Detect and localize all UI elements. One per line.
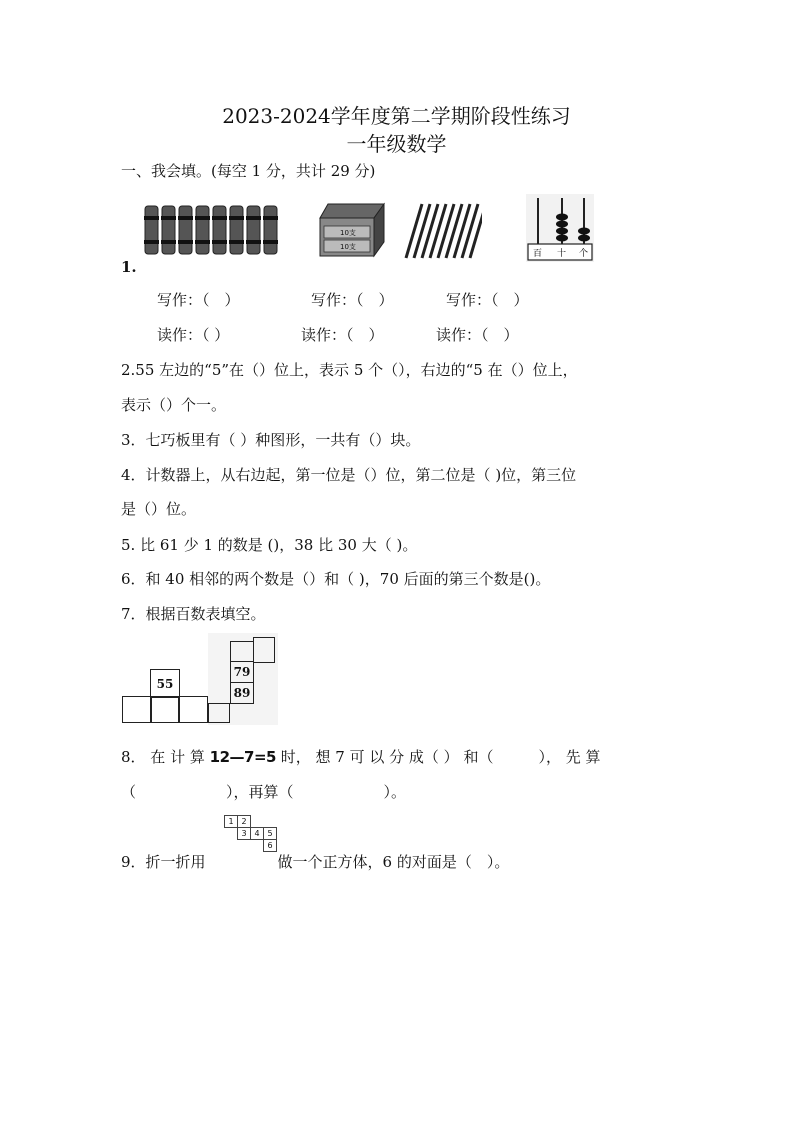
stick-box-image [318,196,390,260]
loose-stick [446,204,462,258]
q1-write-1: 写作：（ ） [157,291,240,309]
grid-cell [208,703,230,723]
box-label-bottom: 10支 [340,243,356,251]
grid-cell-79: 79 [230,661,254,683]
loose-stick [414,204,430,258]
abacus-bead [578,228,590,235]
q6-text: 6．和 40 相邻的两个数是（）和（ )，70 后面的第三个数是()。 [121,570,551,588]
bundle-tie [246,216,261,220]
loose-stick [422,204,438,258]
page-title: 2023-2024学年度第二学期阶段性练习 [222,104,571,128]
q9-suffix: 做一个正方体，6 的对面是（ ）。 [277,853,510,871]
hundred-chart-fragment-1 [122,669,212,723]
bundle-tie [212,216,227,220]
q8-line2: （ ），再算（ ）。 [121,783,407,801]
stick-bundle [247,206,260,254]
q1-read-3: 读作：（ ） [436,326,519,344]
q1-read-2: 读作：（ ） [301,326,384,344]
net-face-2: 2 [237,815,251,828]
bundle-tie [263,240,278,244]
loose-stick [430,204,446,258]
abacus-bead [556,228,568,235]
q8-line1 [121,746,600,767]
net-face-5: 5 [263,827,277,840]
grid-cell [253,637,275,663]
abacus-image [524,192,596,264]
q5-text: 5. 比 61 少 1 的数是 ()，38 比 30 大（ )。 [121,536,418,554]
stick-bundle [230,206,243,254]
net-face-6: 6 [263,839,277,852]
q7-text: 7．根据百数表填空。 [121,605,266,623]
stick-bundle [213,206,226,254]
grid-cell [150,696,180,723]
bundle-tie [229,216,244,220]
bundle-tie [161,216,176,220]
bundle-tie [195,216,210,220]
grid-cell [122,696,152,723]
abacus-label-tens: 十 [557,249,567,259]
q9-prefix: 9．折一折用 [121,853,206,871]
abacus-label-ones: 个 [579,249,589,259]
bundle-tie [212,240,227,244]
bundle-tie [263,216,278,220]
bundle-tie [144,216,159,220]
bundle-tie [246,240,261,244]
stick-bundle [196,206,209,254]
bundle-tie [161,240,176,244]
abacus-bead [556,235,568,242]
abacus-bead [556,221,568,228]
q3-text: 3．七巧板里有（ ）种图形，一共有（）块。 [121,431,421,449]
q9-line [121,851,509,872]
net-face-3: 3 [237,827,251,840]
grid-cell [178,696,208,723]
box-label-top: 10支 [340,229,356,237]
grid-cell-89: 89 [230,682,254,704]
loose-sticks-image [400,200,482,260]
q1-write-3: 写作：（ ） [446,291,529,309]
net-face-4: 4 [250,827,264,840]
loose-stick [406,204,422,258]
stick-bundle [145,206,158,254]
q4-line2: 是（）位。 [121,500,197,518]
section-heading: 一、我会填。(每空 1 分，共计 29 分) [121,162,376,180]
grid-cell [230,641,254,663]
grid-cell-55: 55 [150,669,180,698]
bundle-tie [144,240,159,244]
loose-stick [438,204,454,258]
stick-bundles-image [143,202,283,258]
page-subtitle: 一年级数学 [346,132,447,156]
abacus-bead [578,235,590,242]
bundle-tie [178,240,193,244]
abacus-bead [556,214,568,221]
bundle-tie [229,240,244,244]
bundle-tie [178,216,193,220]
stick-bundle [179,206,192,254]
bundle-tie [195,240,210,244]
q2-line2: 表示（）个一。 [121,396,227,414]
loose-stick [454,204,470,258]
q1-write-2: 写作：（ ） [311,291,394,309]
q1-read-1: 读作：（ ） [157,326,230,344]
stick-bundle [264,206,277,254]
q8-formula: 12—7=5 [209,748,276,766]
stick-bundle [162,206,175,254]
abacus-label-hundreds: 百 [533,249,543,259]
net-face-1: 1 [224,815,238,828]
q4-line1: 4．计数器上，从右边起，第一位是（）位，第二位是（ )位，第三位 [121,466,577,484]
q8-prefix: 8． 在 计 算 [121,748,205,766]
q8-suffix: 时， 想 7 可 以 分 成（ ） 和（ ）， 先 算 [280,748,601,766]
loose-stick [462,204,478,258]
hundred-chart-fragment-2 [208,633,278,725]
q2-line1: 2.55 左边的“5”在（）位上，表示 5 个（），右边的“5 在（）位上， [121,361,578,379]
q1-number: 1. [121,258,137,276]
